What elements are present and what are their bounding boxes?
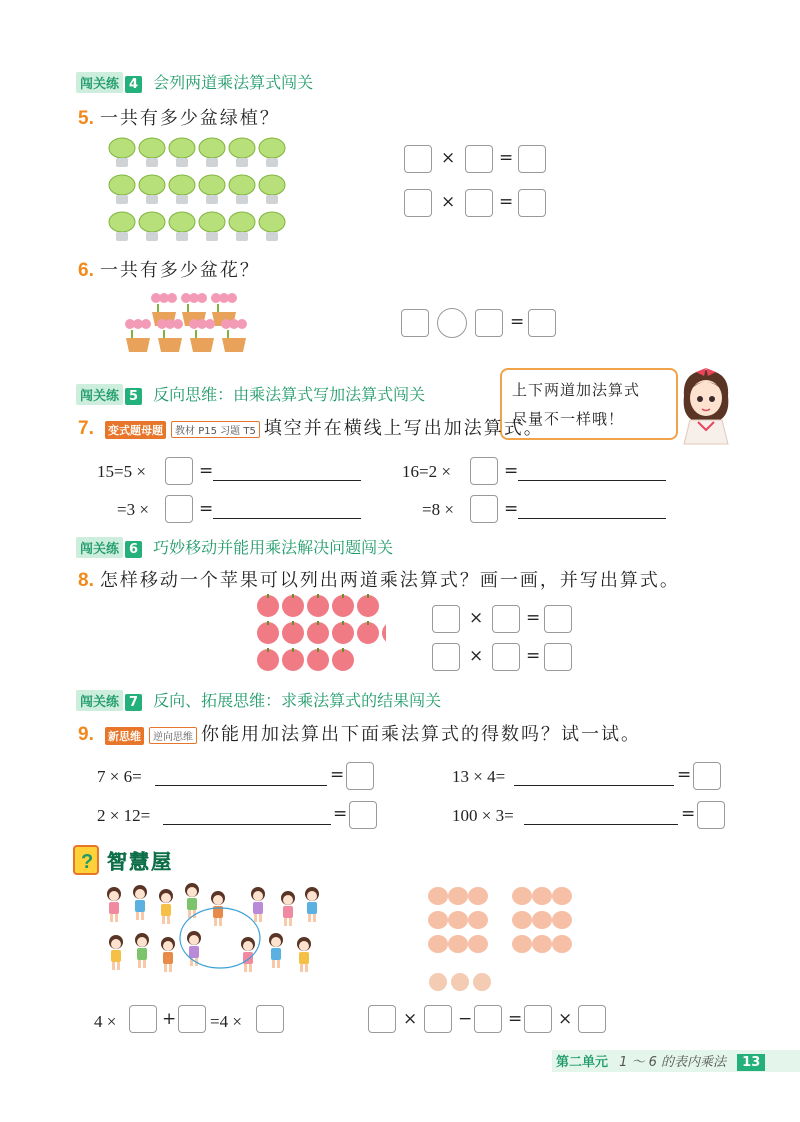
apple-icon [307,648,329,671]
answer-box[interactable] [518,189,546,217]
egg-icon [428,935,448,953]
level-number: 4 [125,76,142,93]
equals-sign: = [199,461,214,481]
answer-box[interactable] [349,801,377,829]
question-number: 9. [78,724,94,745]
chick-icon [473,973,491,991]
plants-illustration [104,134,294,246]
level-5-header [76,382,425,405]
question-number: 6. [78,260,94,281]
level-title: 反向思维：由乘法算式写加法算式闯关 [153,385,426,404]
equals-sign: = [526,608,541,628]
level-title: 会列两道乘法算式闯关 [153,73,314,92]
level-number: 5 [125,388,142,405]
answer-box[interactable] [474,1005,502,1033]
expression: 2 × 12= [97,806,151,825]
question-text: 一共有多少盆花？ [99,260,260,281]
egg-icon [468,911,488,929]
answer-box[interactable] [129,1005,157,1033]
answer-box[interactable] [465,145,493,173]
flowers-illustration [118,286,268,362]
expression: =8 × [422,500,454,519]
child-icon [109,935,123,970]
answer-box[interactable] [492,605,520,633]
question-number: 7. [78,418,94,439]
answer-box[interactable] [165,495,193,523]
child-icon [305,887,319,922]
apple-icon [282,621,304,644]
equals-sign: = [508,1009,523,1029]
wisdom-title: 智慧屋 [107,849,174,874]
answer-box[interactable] [697,801,725,829]
equals-sign: = [330,765,345,785]
egg-icon [448,887,468,905]
question-5 [78,104,280,130]
question-text: 一共有多少盆绿植？ [99,108,280,129]
times-sign: × [403,1009,418,1029]
question-number: 5. [78,108,94,129]
eggs-illustration [420,886,590,996]
answer-box[interactable] [368,1005,396,1033]
answer-box[interactable] [470,495,498,523]
answer-box[interactable] [578,1005,606,1033]
plant-pot-icon [229,212,255,241]
child-icon [251,887,265,922]
plant-pot-icon [139,138,165,167]
egg-icon [448,935,468,953]
answer-box[interactable] [693,762,721,790]
plant-pot-icon [109,138,135,167]
answer-box[interactable] [165,457,193,485]
flower-pot-icon [157,319,183,352]
equals-sign: = [333,804,348,824]
flower-pot-icon [221,319,247,352]
bubble-line-1: 上下两道加法算式 [512,381,641,399]
equals-sign: = [677,765,692,785]
page-number: 13 [737,1054,765,1071]
question-number: 8. [78,570,94,591]
answer-line[interactable] [524,824,678,825]
svg-text:?: ? [81,851,94,873]
answer-box[interactable] [432,605,460,633]
answer-box[interactable] [544,605,572,633]
answer-line[interactable] [514,785,674,786]
equals-sign: = [499,148,514,168]
level-title: 反向、拓展思维：求乘法算式的结果闯关 [153,691,442,710]
answer-box[interactable] [401,309,429,337]
times-sign: × [558,1009,573,1029]
plant-pot-icon [169,175,195,204]
apple-icon [332,621,354,644]
question-text: 填空并在横线上写出加法算式。 [263,418,544,439]
expression: 4 × [94,1012,117,1031]
question-6 [78,256,260,282]
answer-line[interactable] [518,480,666,481]
level-4-header [76,70,313,93]
level-tag: 闯关练 [76,384,123,405]
apple-icon [257,594,279,617]
equals-sign: = [199,499,214,519]
equals-sign: = [510,312,525,332]
answer-box[interactable] [404,189,432,217]
level-6-header [76,535,393,558]
expression: 16=2 × [402,462,451,481]
question-7 [78,414,544,440]
equals-sign: = [681,804,696,824]
variant-badge: 变式题母题 [105,421,166,439]
child-icon [281,891,295,926]
plant-pot-icon [229,175,255,204]
egg-icon [552,911,572,929]
reverse-thinking-badge: 逆向思维 [149,727,197,744]
unit-label: 第二单元 [556,1055,609,1070]
child-icon [107,887,121,922]
egg-icon [512,887,532,905]
flower-pot-icon [189,319,215,352]
times-sign: × [441,192,456,212]
expression: 100 × 3= [452,806,514,825]
times-sign: × [441,148,456,168]
answer-box[interactable] [404,145,432,173]
egg-icon [428,887,448,905]
apple-icon [357,621,379,644]
egg-icon [532,935,552,953]
level-tag: 闯关练 [76,690,123,711]
answer-line[interactable] [213,480,361,481]
apple-icon [282,594,304,617]
answer-box[interactable] [475,309,503,337]
question-8 [78,566,680,592]
plant-pot-icon [199,212,225,241]
plant-pot-icon [169,138,195,167]
apple-icon [282,648,304,671]
wisdom-house-header [72,842,173,878]
expression: =3 × [117,500,149,519]
egg-icon [532,887,552,905]
egg-icon [468,935,488,953]
plant-pot-icon [139,212,165,241]
question-icon [72,842,102,878]
answer-box[interactable] [544,643,572,671]
egg-icon [552,887,572,905]
level-title: 巧妙移动并能用乘法解决问题闯关 [153,538,394,557]
bubble-line-2: 尽量不一样哦！ [512,410,625,428]
answer-box[interactable] [518,145,546,173]
plant-pot-icon [199,138,225,167]
apple-icon [257,648,279,671]
answer-box[interactable] [492,643,520,671]
apples-illustration [256,594,386,674]
child-icon [269,933,283,968]
egg-icon [468,887,488,905]
equals-sign: = [504,499,519,519]
plant-pot-icon [259,175,285,204]
answer-box[interactable] [465,189,493,217]
answer-box[interactable] [256,1005,284,1033]
expression: 15=5 × [97,462,146,481]
operator-circle[interactable] [437,308,467,338]
answer-line[interactable] [163,824,331,825]
egg-icon [448,911,468,929]
topic-label: 1 ～ 6 的表内乘法 [619,1055,727,1070]
child-icon [133,885,147,920]
child-icon [135,933,149,968]
chick-icon [429,973,447,991]
minus-sign: − [458,1009,473,1029]
apple-icon [357,594,379,617]
child-icon [161,937,175,972]
question-text: 你能用加法算出下面乘法算式的得数吗？试一试。 [201,724,642,745]
times-sign: × [469,608,484,628]
egg-icon [428,911,448,929]
answer-box[interactable] [470,457,498,485]
plant-pot-icon [139,175,165,204]
equals-sign: = [499,192,514,212]
answer-box[interactable] [346,762,374,790]
egg-icon [512,935,532,953]
answer-line[interactable] [518,518,666,519]
question-9 [78,720,641,746]
equals-sign: = [526,646,541,666]
apple-icon [332,594,354,617]
child-icon [159,889,173,924]
girl-character [676,364,736,446]
equals-sign: = [504,461,519,481]
apple-icon [307,594,329,617]
answer-box[interactable] [432,643,460,671]
answer-box[interactable] [528,309,556,337]
plant-pot-icon [229,138,255,167]
apple-icon [382,621,386,644]
answer-line[interactable] [155,785,327,786]
level-number: 6 [125,541,142,558]
expression: =4 × [210,1012,242,1031]
plant-pot-icon [169,212,195,241]
apple-icon [257,621,279,644]
plus-sign: + [162,1009,177,1029]
plant-pot-icon [259,138,285,167]
times-sign: × [469,646,484,666]
level-7-header [76,688,441,711]
answer-box[interactable] [424,1005,452,1033]
new-thinking-badge: 新思维 [105,727,144,745]
apple-icon [332,648,354,671]
plant-pot-icon [109,175,135,204]
answer-line[interactable] [213,518,361,519]
answer-box[interactable] [178,1005,206,1033]
plant-pot-icon [199,175,225,204]
expression: 13 × 4= [452,767,506,786]
footer [556,1051,765,1071]
answer-box[interactable] [524,1005,552,1033]
level-tag: 闯关练 [76,72,123,93]
egg-icon [532,911,552,929]
egg-icon [552,935,572,953]
flower-pot-icon [125,319,151,352]
expression: 7 × 6= [97,767,142,786]
textbook-ref: 教材 P15 习题 T5 [171,421,260,438]
level-number: 7 [125,694,142,711]
children-jumping-rope-illustration [100,882,330,982]
question-text: 怎样移动一个苹果可以列出两道乘法算式？画一画，并写出算式。 [99,570,680,591]
plant-pot-icon [259,212,285,241]
egg-icon [512,911,532,929]
apple-icon [307,621,329,644]
child-icon [297,937,311,972]
chick-icon [451,973,469,991]
level-tag: 闯关练 [76,537,123,558]
child-icon [185,883,199,918]
plant-pot-icon [109,212,135,241]
